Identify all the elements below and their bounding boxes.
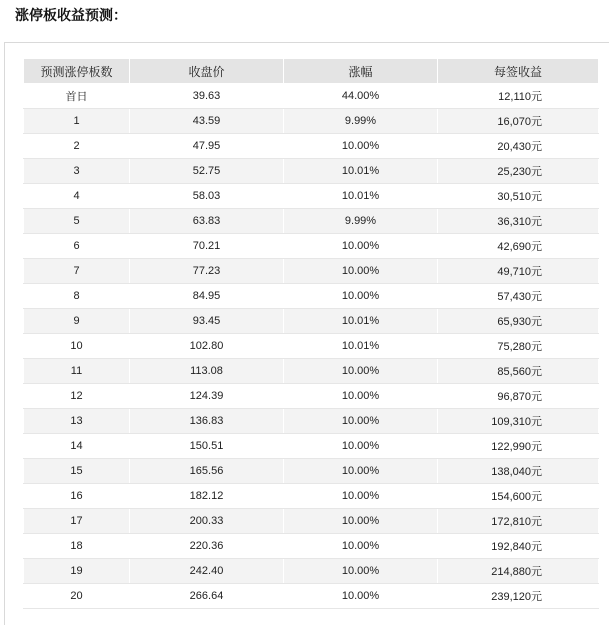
cell-board-count: 13 [24,409,130,434]
cell-board-count: 16 [24,484,130,509]
header-close-price: 收盘价 [130,59,284,84]
table-row [24,334,599,359]
cell-change: 10.01% [284,159,438,184]
cell-profit-per-lot: 30,510元 [438,184,599,209]
cell-profit-per-lot: 154,600元 [438,484,599,509]
page-title: 涨停板收益预测： [15,8,127,24]
table-row [24,284,599,309]
cell-profit-per-lot: 192,840元 [438,534,599,559]
forecast-table [23,58,599,609]
cell-profit-per-lot: 65,930元 [438,309,599,334]
header-board-count: 预测涨停板数 [24,59,130,84]
cell-close-price: 220.36 [130,534,284,559]
cell-board-count: 3 [24,159,130,184]
cell-board-count: 2 [24,134,130,159]
cell-close-price: 200.33 [130,509,284,534]
cell-close-price: 93.45 [130,309,284,334]
table-row [24,259,599,284]
cell-close-price: 47.95 [130,134,284,159]
table-row [24,384,599,409]
header-change: 涨幅 [284,59,438,84]
cell-close-price: 266.64 [130,584,284,609]
cell-board-count: 9 [24,309,130,334]
cell-close-price: 52.75 [130,159,284,184]
cell-profit-per-lot: 172,810元 [438,509,599,534]
cell-profit-per-lot: 12,110元 [438,84,599,109]
cell-change: 10.00% [284,584,438,609]
cell-profit-per-lot: 109,310元 [438,409,599,434]
cell-board-count: 19 [24,559,130,584]
cell-board-count: 5 [24,209,130,234]
cell-profit-per-lot: 122,990元 [438,434,599,459]
cell-change: 10.01% [284,309,438,334]
cell-change: 10.00% [284,459,438,484]
table-row [24,209,599,234]
cell-profit-per-lot: 49,710元 [438,259,599,284]
table-row [24,184,599,209]
cell-profit-per-lot: 20,430元 [438,134,599,159]
cell-board-count: 4 [24,184,130,209]
cell-change: 10.00% [284,409,438,434]
cell-profit-per-lot: 36,310元 [438,209,599,234]
cell-close-price: 165.56 [130,459,284,484]
cell-change: 10.00% [284,559,438,584]
table-row [24,409,599,434]
cell-board-count: 1 [24,109,130,134]
cell-board-count: 18 [24,534,130,559]
cell-change: 10.00% [284,534,438,559]
cell-close-price: 58.03 [130,184,284,209]
cell-close-price: 77.23 [130,259,284,284]
cell-change: 10.00% [284,484,438,509]
table-row [24,559,599,584]
cell-change: 10.00% [284,134,438,159]
table-row [24,584,599,609]
cell-close-price: 150.51 [130,434,284,459]
cell-change: 9.99% [284,109,438,134]
cell-profit-per-lot: 85,560元 [438,359,599,384]
cell-change: 10.00% [284,509,438,534]
cell-change: 10.00% [284,284,438,309]
cell-close-price: 124.39 [130,384,284,409]
table-row [24,434,599,459]
cell-profit-per-lot: 75,280元 [438,334,599,359]
cell-board-count: 14 [24,434,130,459]
cell-profit-per-lot: 16,070元 [438,109,599,134]
cell-close-price: 102.80 [130,334,284,359]
cell-close-price: 63.83 [130,209,284,234]
table-row [24,359,599,384]
cell-board-count: 6 [24,234,130,259]
cell-board-count: 首日 [24,84,130,109]
table-row [24,534,599,559]
cell-board-count: 12 [24,384,130,409]
cell-board-count: 17 [24,509,130,534]
cell-profit-per-lot: 214,880元 [438,559,599,584]
cell-change: 10.00% [284,234,438,259]
cell-close-price: 39.63 [130,84,284,109]
cell-close-price: 113.08 [130,359,284,384]
header-profit-per-lot: 每签收益 [438,59,599,84]
table-row [24,309,599,334]
cell-profit-per-lot: 57,430元 [438,284,599,309]
cell-change: 10.01% [284,184,438,209]
cell-change: 10.00% [284,434,438,459]
cell-board-count: 10 [24,334,130,359]
table-row [24,84,599,109]
cell-close-price: 70.21 [130,234,284,259]
cell-profit-per-lot: 42,690元 [438,234,599,259]
cell-change: 10.01% [284,334,438,359]
cell-change: 9.99% [284,209,438,234]
table-body [24,84,599,609]
table-row [24,234,599,259]
table-row [24,159,599,184]
content-panel [4,42,609,625]
cell-profit-per-lot: 138,040元 [438,459,599,484]
cell-profit-per-lot: 25,230元 [438,159,599,184]
cell-board-count: 15 [24,459,130,484]
table-row [24,134,599,159]
cell-close-price: 242.40 [130,559,284,584]
cell-profit-per-lot: 239,120元 [438,584,599,609]
cell-close-price: 84.95 [130,284,284,309]
cell-change: 10.00% [284,384,438,409]
cell-board-count: 8 [24,284,130,309]
cell-close-price: 182.12 [130,484,284,509]
cell-change: 10.00% [284,259,438,284]
cell-profit-per-lot: 96,870元 [438,384,599,409]
cell-change: 44.00% [284,84,438,109]
cell-close-price: 43.59 [130,109,284,134]
table-row [24,459,599,484]
cell-board-count: 20 [24,584,130,609]
table-header-row [24,59,599,84]
cell-board-count: 11 [24,359,130,384]
cell-board-count: 7 [24,259,130,284]
cell-change: 10.00% [284,359,438,384]
table-row [24,109,599,134]
cell-close-price: 136.83 [130,409,284,434]
table-row [24,509,599,534]
table-row [24,484,599,509]
